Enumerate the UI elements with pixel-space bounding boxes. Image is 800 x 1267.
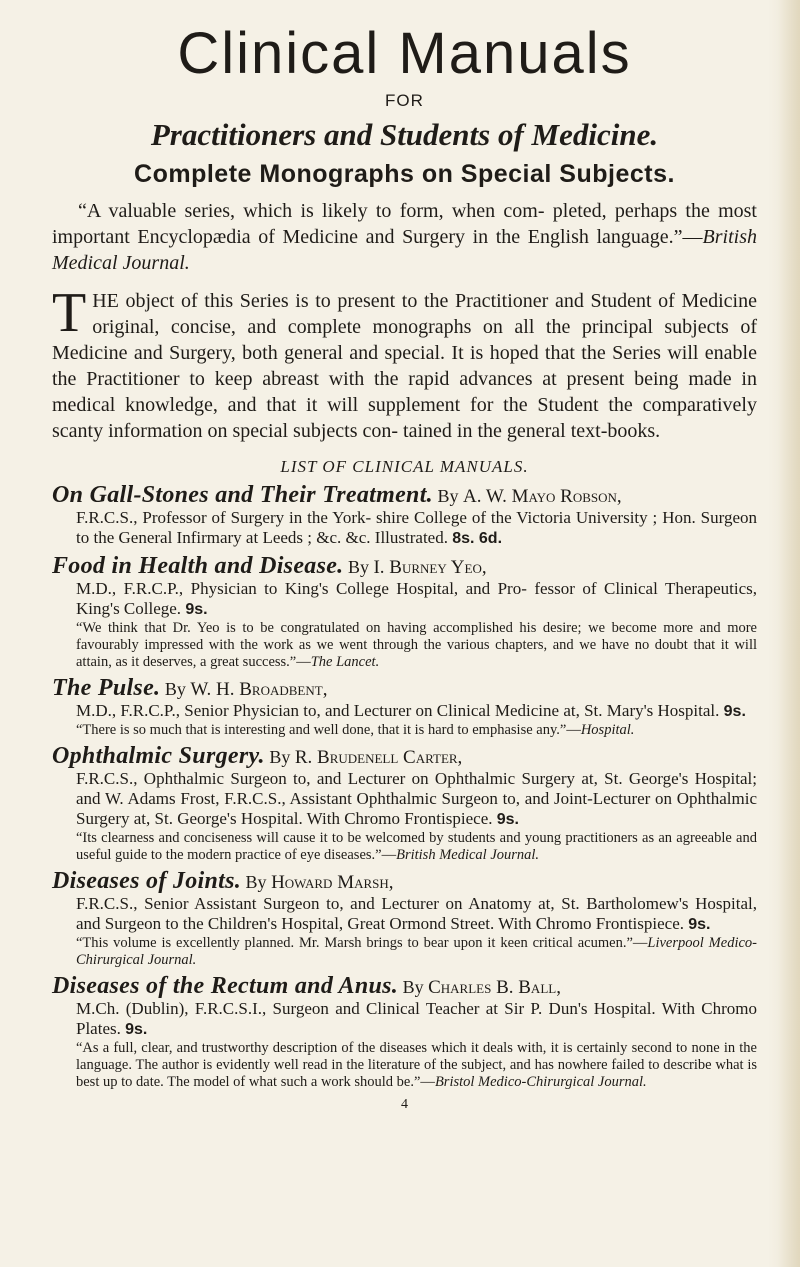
entry-review <box>52 620 757 671</box>
document-content <box>52 22 757 1113</box>
entry-details <box>52 894 757 935</box>
entry-details <box>52 508 757 549</box>
entry-heading <box>52 975 757 999</box>
page-number: 4 <box>401 1097 408 1112</box>
intro-paragraph <box>52 282 757 444</box>
review-source: British Medical Journal. <box>396 847 540 863</box>
entry-title: The Pulse. <box>52 675 161 701</box>
entry-author: Charles B. Ball, <box>428 977 561 998</box>
opening-quote <box>52 198 757 276</box>
quote-text: “A valuable series, which is likely to form, when com- pleted, perhaps the most important Encyclopædia of Medicine and Surgery in the English language.”— <box>52 200 757 248</box>
review-text: “Its clearness and conciseness will cause it to be welcomed by students and young practitioners as an agreeable and useful guide to the modern practice of eye diseases.”— <box>76 830 757 863</box>
entry-heading <box>52 555 757 579</box>
list-heading: LIST OF CLINICAL MANUALS. <box>280 457 529 476</box>
entry-author: A. W. Mayo Robson, <box>463 486 622 507</box>
for-label: FOR <box>385 91 424 110</box>
entry-review <box>52 830 757 864</box>
entry-by: By <box>164 679 186 699</box>
review-text: “As a full, clear, and trustworthy description of the diseases which it deals with, it is certainly second to none in the language. The author is evidently well read in the literature of the subject, and has nowhere failed to describe what is best up to date. The model of what such a work should be.”— <box>76 1040 757 1090</box>
entry-details-text: M.D., F.R.C.P., Senior Physician to, and Lecturer on Clinical Medicine at, St. Mary's Hospital. <box>76 701 720 720</box>
page-edge <box>778 0 800 1267</box>
review-source: The Lancet. <box>310 654 380 670</box>
entry-price: 8s. 6d. <box>452 530 503 547</box>
subtitle: Practitioners and Students of Medicine. <box>150 117 659 152</box>
drop-cap: T <box>52 282 87 344</box>
entry-review <box>52 1040 757 1091</box>
entry-heading <box>52 870 757 894</box>
entry-details <box>52 769 757 830</box>
entry-author: R. Brudenell Carter, <box>294 747 463 768</box>
entry-details-text: F.R.C.S., Ophthalmic Surgeon to, and Lecturer on Ophthalmic Surgery at, St. George's Hospital; and W. Adams Frost, F.R.C.S., Assistant Ophthalmic Surgeon to, and Joint-Lecturer on Ophthalmic Surgery at, St. George's Hospital. With Chromo Frontispiece. <box>76 769 757 828</box>
entry-review <box>52 722 757 739</box>
entry-price: 9s. <box>185 601 208 618</box>
entry-price: 9s. <box>496 811 519 828</box>
page-title: Clinical Manuals <box>177 21 632 86</box>
entry-by: By <box>437 486 459 506</box>
review-text: “There is so much that is interesting and well done, that it is hard to emphasise any.”— <box>76 722 581 738</box>
entry-heading <box>52 745 757 769</box>
manual-list <box>52 484 757 1091</box>
entry-heading <box>52 484 757 508</box>
review-text: “We think that Dr. Yeo is to be congratulated on having accomplished his desire; we become more and more favourably impressed with the work as we went through the various chapters, and we have no doubt that it will attain, as it deserves, a great success.”— <box>76 620 757 670</box>
entry-details <box>52 701 757 722</box>
entry-heading <box>52 677 757 701</box>
entry-price: 9s. <box>125 1021 148 1038</box>
entry-by: By <box>347 557 369 577</box>
review-source: Liverpool Medico-Chirurgical Journal. <box>76 935 757 968</box>
entry-title: Diseases of the Rectum and Anus. <box>52 973 399 999</box>
entry-details-text: M.D., F.R.C.P., Physician to King's College Hospital, and Pro- fessor of Clinical Therapeutics, King's College. <box>76 579 757 618</box>
list-item <box>52 677 757 739</box>
entry-title: Ophthalmic Surgery. <box>52 743 265 769</box>
intro-text: HE object of this Series is to present to the Practitioner and Student of Medicine original, concise, and complete monographs on all the principal subjects of Medicine and Surgery, both general and special. It is hoped that the Series will enable the Practitioner to keep abreast with the rapid advances at present being made in medical knowledge, and that it will supplement for the Student the comparatively scanty information on special subjects con- tained in the general text-books. <box>52 290 757 442</box>
list-item <box>52 555 757 671</box>
entry-by: By <box>402 977 424 997</box>
entry-title: Food in Health and Disease. <box>52 553 344 579</box>
review-text: “This volume is excellently planned. Mr. Marsh brings to bear upon it keen critical acumen.”— <box>76 935 648 951</box>
entry-by: By <box>269 747 291 767</box>
entry-details <box>52 999 757 1040</box>
entry-by: By <box>245 872 267 892</box>
review-source: Bristol Medico-Chirurgical Journal. <box>434 1074 647 1090</box>
entry-title: On Gall-Stones and Their Treatment. <box>52 482 433 508</box>
entry-details <box>52 579 757 620</box>
entry-title: Diseases of Joints. <box>52 868 242 894</box>
review-source: Hospital. <box>580 722 635 738</box>
entry-author: I. Burney Yeo, <box>373 557 487 578</box>
monographs-line: Complete Monographs on Special Subjects. <box>134 160 675 188</box>
list-item <box>52 870 757 969</box>
entry-details-text: M.Ch. (Dublin), F.R.C.S.I., Surgeon and Clinical Teacher at Sir P. Dun's Hospital. With Chromo Plates. <box>76 999 757 1038</box>
list-item <box>52 975 757 1091</box>
entry-review <box>52 935 757 969</box>
entry-price: 9s. <box>723 703 746 720</box>
list-item <box>52 484 757 549</box>
entry-author: Howard Marsh, <box>271 872 394 893</box>
entry-details-text: F.R.C.S., Professor of Surgery in the York- shire College of the Victoria University ; Hon. Surgeon to the General Infirmary at Leeds ; &c. &c. Illustrated. <box>76 508 757 547</box>
quote-source: British Medical Journal. <box>52 226 757 274</box>
list-item <box>52 745 757 864</box>
entry-price: 9s. <box>688 916 711 933</box>
entry-author: W. H. Broadbent, <box>190 679 328 700</box>
entry-details-text: F.R.C.S., Senior Assistant Surgeon to, and Lecturer on Anatomy at, St. Bartholomew's Hospital, and Surgeon to the Children's Hospital, Great Ormond Street. With Chromo Frontispiece. <box>76 894 757 933</box>
